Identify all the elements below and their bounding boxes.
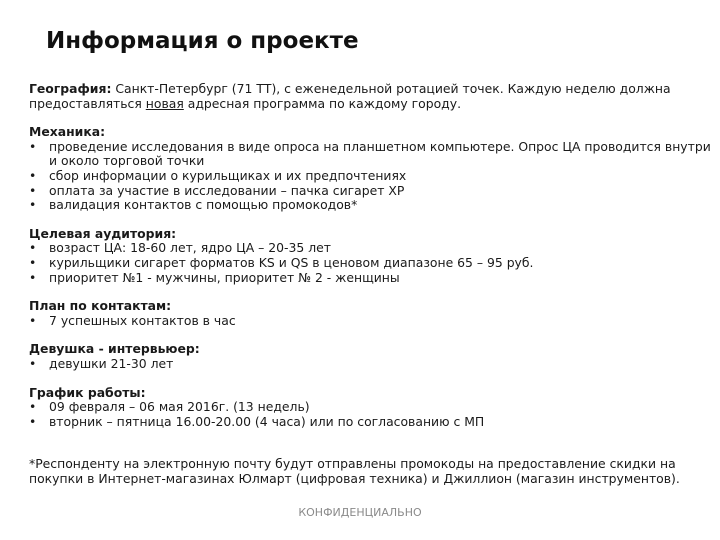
- bullet-icon: •: [29, 138, 37, 154]
- list-item-text: 7 успешных контактов в час: [49, 312, 236, 328]
- mechanics-heading: Механика:: [29, 124, 106, 140]
- list-item: [29, 314, 713, 329]
- list-item-text: 09 февраля – 06 мая 2016г. (13 недель): [49, 399, 310, 415]
- content-body: [29, 82, 713, 500]
- geography-text-2-post: адресная программа по каждому городу.: [183, 95, 462, 111]
- list-item: [29, 241, 713, 256]
- footnote-line-2: покупки в Интернет-магазинах Юлмарт (цифровая техника) и Джиллион (магазин инструментов).: [29, 470, 680, 486]
- schedule-heading: График работы:: [29, 384, 146, 400]
- list-item-text: сбор информации о курильщиках и их предпочтениях: [49, 167, 407, 183]
- geography-underlined-word: новая: [145, 95, 184, 111]
- list-item-text: оплата за участие в исследовании – пачка сигарет ХР: [49, 182, 405, 198]
- list-item: [29, 169, 713, 184]
- audience-heading: Целевая аудитория:: [29, 225, 177, 241]
- bullet-icon: •: [29, 413, 37, 429]
- bullet-icon: •: [29, 269, 37, 285]
- list-item: [29, 198, 713, 213]
- list-item: [29, 256, 713, 271]
- bullet-icon: •: [29, 167, 37, 183]
- list-item: [29, 271, 713, 286]
- geography-text-1: Санкт-Петербург (71 ТТ), с еженедельной ротацией точек. Каждую неделю должна: [111, 81, 671, 96]
- confidential-footer: КОНФИДЕНЦИАЛЬНО: [298, 506, 422, 519]
- bullet-icon: •: [29, 240, 37, 256]
- footnote-line-1: *Респонденту на электронную почту будут отправлены промокоды на предоставление скидки на: [29, 456, 676, 472]
- list-item-text: девушки 21-30 лет: [49, 355, 174, 371]
- list-item: [29, 184, 713, 199]
- bullet-icon: •: [29, 182, 37, 198]
- interviewer-section: [29, 342, 713, 371]
- contacts-plan-section: [29, 299, 713, 328]
- bullet-icon: •: [29, 312, 37, 328]
- list-item-text: курильщики сигарет форматов KS и QS в ценовом диапазоне 65 – 95 руб.: [49, 254, 534, 270]
- geography-text-2-pre: предоставляться: [29, 95, 146, 111]
- audience-section: [29, 227, 713, 285]
- schedule-section: [29, 386, 713, 430]
- geography-section: [29, 82, 713, 111]
- list-item: [29, 415, 713, 430]
- contacts-plan-heading: План по контактам:: [29, 298, 172, 314]
- geography-line-1: [29, 82, 713, 97]
- list-item-text: вторник – пятница 16.00-20.00 (4 часа) или по согласованию с МП: [49, 413, 485, 429]
- footnote: [29, 457, 713, 486]
- geography-line-2: [29, 97, 713, 112]
- bullet-icon: •: [29, 254, 37, 270]
- bullet-icon: •: [29, 197, 37, 213]
- list-item-text: приоритет №1 - мужчины, приоритет № 2 - женщины: [49, 269, 400, 285]
- page-title: Информация о проекте: [46, 28, 359, 54]
- list-item: [29, 400, 713, 415]
- bullet-icon: •: [29, 355, 37, 371]
- list-item: [29, 357, 713, 372]
- list-item-text: возраст ЦА: 18-60 лет, ядро ЦА – 20-35 лет: [49, 240, 331, 256]
- list-item-text: валидация контактов с помощью промокодов*: [49, 197, 358, 213]
- list-item-text: проведение исследования в виде опроса на планшетном компьютере. Опрос ЦА проводится внутри и около торговой точки: [49, 138, 711, 169]
- mechanics-section: [29, 125, 713, 213]
- list-item: [29, 140, 713, 169]
- bullet-icon: •: [29, 399, 37, 415]
- geography-heading: География:: [29, 81, 112, 96]
- interviewer-heading: Девушка - интервьюер:: [29, 341, 200, 357]
